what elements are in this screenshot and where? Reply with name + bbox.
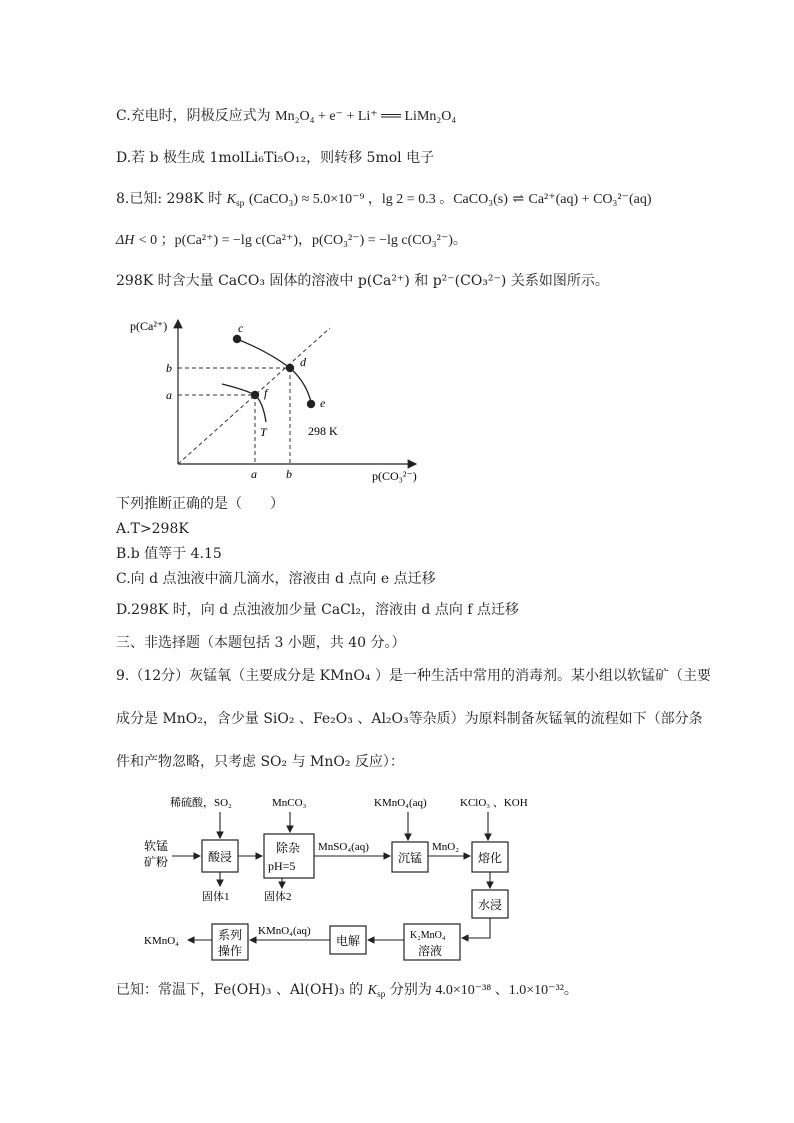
point-d-dot [286, 364, 294, 372]
box-k2mno4-label-1: K₂MnO₄ [410, 930, 446, 941]
product-kmno4: KMnO₄ [144, 935, 180, 947]
box-acid-leach-label: 酸浸 [208, 850, 233, 864]
q8-line-1 [116, 189, 652, 214]
box-melting-label: 熔化 [478, 851, 503, 865]
q8-option-d: D.298K 时，向 d 点浊液加少量 CaCl₂，溶液由 d 点向 f 点迁移 [116, 602, 519, 618]
equilibrium-arrows: ⇌ [512, 191, 525, 207]
tick-a-x: a [251, 467, 257, 481]
point-e-label: e [320, 396, 326, 410]
delta-h: ΔH [116, 233, 135, 248]
point-e-dot [307, 400, 315, 408]
curve-t-label: T [260, 425, 267, 439]
box-electrolysis-label: 电解 [336, 934, 361, 948]
q8-line1-mid: (CaCO₃) ≈ 5.0×10⁻⁹ ，lg 2 = 0.3 。CaCO₃(s) [248, 192, 508, 207]
q8-option-b: B.b 值等于 4.15 [116, 546, 222, 562]
x-axis-label: p(CO₃²⁻) [372, 469, 417, 483]
curve-298k [234, 338, 311, 402]
point-c-label: c [238, 321, 244, 335]
q8-line1-prefix: 8.已知: 298K 时 [116, 191, 223, 207]
input-kclo3-koh: KClO₃ 、KOH [460, 797, 528, 809]
q8-line2-text: < 0 ；p(Ca²⁺) = −lg c(Ca²⁺)，p(CO₃²⁻) = −lg c(CO₃²⁻)。 [138, 233, 467, 248]
arrow-5-6 [462, 918, 490, 938]
q9-line-1: 9.（12分）灰锰氧（主要成分是 KMnO₄ ）是一种生活中常用的消毒剂。某小组以软锰矿（主要 [116, 668, 711, 684]
option-d: D.若 b 极生成 1molLi₆Ti₅O₁₂，则转移 5mol 电子 [116, 150, 435, 166]
box-impurity-label-1: 除杂 [276, 841, 301, 855]
point-f-label: f [264, 386, 268, 400]
option-c [116, 106, 456, 127]
q8-prompt: 下列推断正确的是（ ） [116, 496, 284, 512]
option-c-equation: Mn₂O₄ + e⁻ + Li⁺ ══ LiMn₂O₄ [275, 109, 457, 124]
q8-option-a: A.T>298K [116, 521, 189, 537]
known-data-line [116, 980, 578, 1005]
point-d-label: d [300, 355, 306, 369]
output-solid-2: 固体2 [264, 891, 292, 903]
curve-298k-label: 298 K [308, 424, 338, 438]
q8-option-c: C.向 d 点浊液中滴几滴水，溶液由 d 点向 e 点迁移 [116, 571, 436, 587]
q8-line-2 [116, 230, 467, 251]
edge-kmno4-aq: KMnO₄(aq) [258, 925, 311, 937]
q9-line-2: 成分是 MnO₂，含少量 SiO₂ 、Fe₂O₃ 、Al₂O₃等杂质）为原料制备灰锰氧的流程如下（部分条 [116, 711, 703, 727]
input-kmno4: KMnO₄(aq) [374, 797, 427, 809]
raw-material-1: 软锰 [144, 839, 169, 853]
point-c-dot [233, 335, 241, 343]
edge-mnso4: MnSO₄(aq) [318, 841, 369, 853]
tick-b-x: b [286, 467, 292, 481]
point-f-dot [251, 391, 259, 399]
known-values: 分别为 4.0×10⁻³⁸ 、1.0×10⁻³²。 [389, 983, 578, 998]
known-ksp-symbol: K [367, 983, 377, 998]
raw-material-2: 矿粉 [144, 855, 169, 869]
q8-line1-end: Ca²⁺(aq) + CO₃²⁻(aq) [528, 192, 652, 207]
tick-a-y: a [166, 388, 172, 402]
q9-line-3: 件和产物忽略，只考虑 SO₂ 与 MnO₂ 反应）： [116, 754, 404, 770]
ksp-subscript: sp [235, 199, 245, 209]
tick-b-y: b [166, 361, 172, 375]
edge-mno2: MnO₂ [432, 841, 460, 853]
curve-t [222, 384, 266, 422]
box-series-label-2: 操作 [218, 944, 243, 958]
input-acid-so2: 稀硫酸，SO₂ [170, 797, 232, 809]
input-mnco3: MnCO₃ [272, 797, 307, 809]
box-series-label-1: 系列 [218, 928, 243, 942]
known-prefix: 已知：常温下，Fe(OH)₃ 、Al(OH)₃ 的 [116, 982, 364, 998]
process-flowchart [116, 790, 596, 962]
option-c-prefix: C.充电时，阴极反应式为 [116, 108, 271, 124]
y-axis-label: p(Ca²⁺) [130, 319, 168, 333]
box-mn-precipitation-label: 沉锰 [398, 851, 423, 865]
box-impurity-label-2: pH=5 [268, 859, 296, 873]
section-3-heading: 三、非选择题（本题包括 3 小题，共 40 分。） [116, 635, 406, 651]
known-ksp-subscript: sp [376, 990, 386, 1000]
ksp-symbol: K [226, 192, 236, 207]
output-solid-1: 固体1 [202, 891, 230, 903]
box-water-leach-label: 水浸 [478, 898, 503, 912]
solubility-graph [116, 308, 496, 484]
q8-line-3: 298K 时含大量 CaCO₃ 固体的溶液中 p(Ca²⁺) 和 p²⁻(CO₃²⁻) 关系如图所示。 [116, 273, 609, 289]
box-k2mno4-label-2: 溶液 [418, 944, 443, 958]
